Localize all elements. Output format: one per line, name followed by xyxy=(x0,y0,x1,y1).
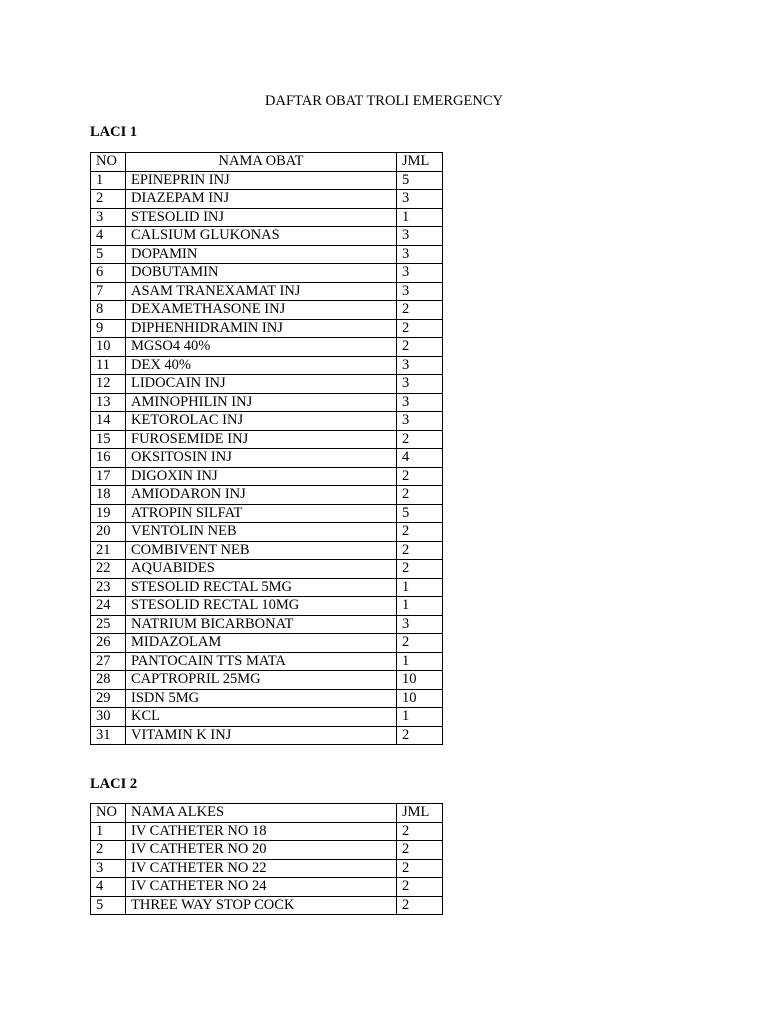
table-row xyxy=(91,190,443,209)
table-row xyxy=(91,822,443,841)
row-number-cell: 21 xyxy=(91,541,126,560)
item-name-cell: STESOLID INJ xyxy=(126,208,397,227)
quantity-cell: 2 xyxy=(397,301,443,320)
table-row xyxy=(91,523,443,542)
row-number-cell: 29 xyxy=(91,689,126,708)
quantity-cell: 3 xyxy=(397,227,443,246)
row-number-cell: 25 xyxy=(91,615,126,634)
table-row xyxy=(91,560,443,579)
column-header-nama-alkes: NAMA ALKES xyxy=(126,804,397,823)
row-number-cell: 4 xyxy=(91,878,126,897)
table-row xyxy=(91,301,443,320)
table-row xyxy=(91,430,443,449)
item-name-cell: KETOROLAC INJ xyxy=(126,412,397,431)
table-row xyxy=(91,504,443,523)
item-name-cell: CAPTROPRIL 25MG xyxy=(126,671,397,690)
item-name-cell: ASAM TRANEXAMAT INJ xyxy=(126,282,397,301)
item-name-cell: EPINEPRIN INJ xyxy=(126,171,397,190)
item-name-cell: DIGOXIN INJ xyxy=(126,467,397,486)
laci2-heading: LACI 2 xyxy=(90,776,138,792)
laci2-header-row xyxy=(91,804,443,823)
item-name-cell: AQUABIDES xyxy=(126,560,397,579)
item-name-cell: FUROSEMIDE INJ xyxy=(126,430,397,449)
item-name-cell: IV CATHETER NO 18 xyxy=(126,822,397,841)
row-number-cell: 3 xyxy=(91,208,126,227)
table-row xyxy=(91,578,443,597)
quantity-cell: 3 xyxy=(397,375,443,394)
quantity-cell: 2 xyxy=(397,726,443,745)
quantity-cell: 2 xyxy=(397,634,443,653)
quantity-cell: 10 xyxy=(397,671,443,690)
row-number-cell: 16 xyxy=(91,449,126,468)
item-name-cell: PANTOCAIN TTS MATA xyxy=(126,652,397,671)
laci1-table xyxy=(90,152,443,745)
quantity-cell: 2 xyxy=(397,859,443,878)
row-number-cell: 23 xyxy=(91,578,126,597)
table-row xyxy=(91,726,443,745)
item-name-cell: ISDN 5MG xyxy=(126,689,397,708)
row-number-cell: 17 xyxy=(91,467,126,486)
table-row xyxy=(91,467,443,486)
item-name-cell: ATROPIN SILFAT xyxy=(126,504,397,523)
item-name-cell: THREE WAY STOP COCK xyxy=(126,896,397,915)
row-number-cell: 27 xyxy=(91,652,126,671)
quantity-cell: 2 xyxy=(397,523,443,542)
laci2-table xyxy=(90,803,443,915)
quantity-cell: 3 xyxy=(397,264,443,283)
row-number-cell: 4 xyxy=(91,227,126,246)
table-row xyxy=(91,486,443,505)
table-row xyxy=(91,393,443,412)
quantity-cell: 2 xyxy=(397,822,443,841)
item-name-cell: VENTOLIN NEB xyxy=(126,523,397,542)
quantity-cell: 2 xyxy=(397,430,443,449)
quantity-cell: 2 xyxy=(397,486,443,505)
quantity-cell: 2 xyxy=(397,338,443,357)
item-name-cell: DIPHENHIDRAMIN INJ xyxy=(126,319,397,338)
laci1-header-row xyxy=(91,153,443,172)
table-row xyxy=(91,449,443,468)
row-number-cell: 14 xyxy=(91,412,126,431)
row-number-cell: 3 xyxy=(91,859,126,878)
quantity-cell: 1 xyxy=(397,578,443,597)
item-name-cell: AMIODARON INJ xyxy=(126,486,397,505)
table-row xyxy=(91,896,443,915)
quantity-cell: 1 xyxy=(397,708,443,727)
row-number-cell: 24 xyxy=(91,597,126,616)
item-name-cell: KCL xyxy=(126,708,397,727)
quantity-cell: 2 xyxy=(397,878,443,897)
quantity-cell: 2 xyxy=(397,541,443,560)
quantity-cell: 3 xyxy=(397,356,443,375)
table-row xyxy=(91,375,443,394)
document-title: DAFTAR OBAT TROLI EMERGENCY xyxy=(265,93,503,109)
row-number-cell: 1 xyxy=(91,822,126,841)
item-name-cell: DOBUTAMIN xyxy=(126,264,397,283)
row-number-cell: 5 xyxy=(91,245,126,264)
row-number-cell: 5 xyxy=(91,896,126,915)
table-row xyxy=(91,356,443,375)
quantity-cell: 3 xyxy=(397,412,443,431)
row-number-cell: 30 xyxy=(91,708,126,727)
item-name-cell: STESOLID RECTAL 10MG xyxy=(126,597,397,616)
quantity-cell: 1 xyxy=(397,597,443,616)
row-number-cell: 10 xyxy=(91,338,126,357)
row-number-cell: 20 xyxy=(91,523,126,542)
laci2-table-body xyxy=(91,822,443,915)
item-name-cell: MIDAZOLAM xyxy=(126,634,397,653)
row-number-cell: 1 xyxy=(91,171,126,190)
item-name-cell: AMINOPHILIN INJ xyxy=(126,393,397,412)
row-number-cell: 9 xyxy=(91,319,126,338)
table-row xyxy=(91,671,443,690)
table-row xyxy=(91,245,443,264)
item-name-cell: VITAMIN K INJ xyxy=(126,726,397,745)
quantity-cell: 5 xyxy=(397,504,443,523)
column-header-nama-obat: NAMA OBAT xyxy=(126,153,397,172)
quantity-cell: 10 xyxy=(397,689,443,708)
row-number-cell: 2 xyxy=(91,841,126,860)
item-name-cell: DOPAMIN xyxy=(126,245,397,264)
item-name-cell: DEX 40% xyxy=(126,356,397,375)
item-name-cell: MGSO4 40% xyxy=(126,338,397,357)
table-row xyxy=(91,841,443,860)
item-name-cell: LIDOCAIN INJ xyxy=(126,375,397,394)
column-header-no: NO xyxy=(91,804,126,823)
item-name-cell: DEXAMETHASONE INJ xyxy=(126,301,397,320)
quantity-cell: 3 xyxy=(397,190,443,209)
quantity-cell: 3 xyxy=(397,393,443,412)
table-row xyxy=(91,282,443,301)
row-number-cell: 22 xyxy=(91,560,126,579)
laci1-heading: LACI 1 xyxy=(90,124,138,140)
quantity-cell: 3 xyxy=(397,282,443,301)
quantity-cell: 2 xyxy=(397,896,443,915)
row-number-cell: 6 xyxy=(91,264,126,283)
row-number-cell: 2 xyxy=(91,190,126,209)
table-row xyxy=(91,859,443,878)
column-header-jml: JML xyxy=(397,153,443,172)
quantity-cell: 3 xyxy=(397,245,443,264)
table-row xyxy=(91,319,443,338)
quantity-cell: 5 xyxy=(397,171,443,190)
table-row xyxy=(91,878,443,897)
table-row xyxy=(91,208,443,227)
laci1-table-body xyxy=(91,171,443,745)
row-number-cell: 28 xyxy=(91,671,126,690)
table-row xyxy=(91,652,443,671)
quantity-cell: 2 xyxy=(397,467,443,486)
table-row xyxy=(91,597,443,616)
item-name-cell: IV CATHETER NO 24 xyxy=(126,878,397,897)
row-number-cell: 26 xyxy=(91,634,126,653)
item-name-cell: IV CATHETER NO 22 xyxy=(126,859,397,878)
row-number-cell: 8 xyxy=(91,301,126,320)
table-row xyxy=(91,708,443,727)
row-number-cell: 13 xyxy=(91,393,126,412)
row-number-cell: 19 xyxy=(91,504,126,523)
table-row xyxy=(91,338,443,357)
table-row xyxy=(91,171,443,190)
row-number-cell: 15 xyxy=(91,430,126,449)
quantity-cell: 1 xyxy=(397,208,443,227)
table-row xyxy=(91,615,443,634)
table-row xyxy=(91,541,443,560)
row-number-cell: 18 xyxy=(91,486,126,505)
table-row xyxy=(91,264,443,283)
row-number-cell: 12 xyxy=(91,375,126,394)
quantity-cell: 2 xyxy=(397,841,443,860)
quantity-cell: 4 xyxy=(397,449,443,468)
quantity-cell: 3 xyxy=(397,615,443,634)
item-name-cell: CALSIUM GLUKONAS xyxy=(126,227,397,246)
table-row xyxy=(91,634,443,653)
quantity-cell: 2 xyxy=(397,319,443,338)
item-name-cell: OKSITOSIN INJ xyxy=(126,449,397,468)
item-name-cell: IV CATHETER NO 20 xyxy=(126,841,397,860)
table-row xyxy=(91,689,443,708)
table-row xyxy=(91,227,443,246)
row-number-cell: 31 xyxy=(91,726,126,745)
item-name-cell: DIAZEPAM INJ xyxy=(126,190,397,209)
column-header-no: NO xyxy=(91,153,126,172)
quantity-cell: 1 xyxy=(397,652,443,671)
item-name-cell: NATRIUM BICARBONAT xyxy=(126,615,397,634)
table-row xyxy=(91,412,443,431)
column-header-jml: JML xyxy=(397,804,443,823)
quantity-cell: 2 xyxy=(397,560,443,579)
row-number-cell: 11 xyxy=(91,356,126,375)
item-name-cell: STESOLID RECTAL 5MG xyxy=(126,578,397,597)
row-number-cell: 7 xyxy=(91,282,126,301)
item-name-cell: COMBIVENT NEB xyxy=(126,541,397,560)
